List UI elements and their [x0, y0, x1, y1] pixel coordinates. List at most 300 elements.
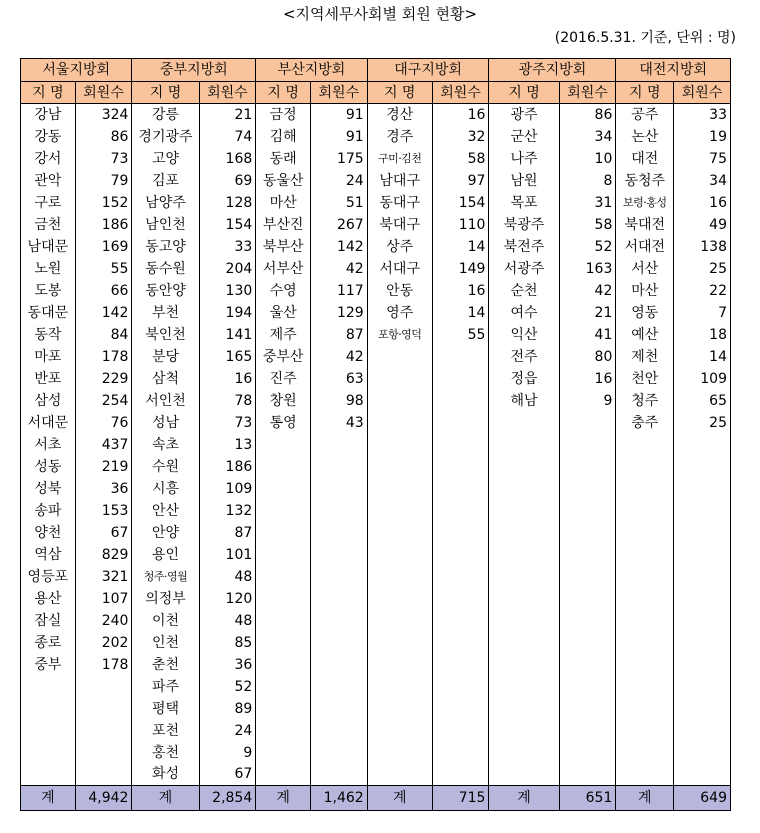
branch-name: 북광주	[489, 214, 559, 236]
member-count: 55	[75, 258, 132, 280]
branch-name	[489, 500, 559, 522]
member-count	[559, 500, 616, 522]
branch-name	[489, 720, 559, 742]
member-count: 58	[432, 148, 489, 170]
branch-name: 종로	[21, 632, 76, 654]
member-count	[310, 544, 367, 566]
member-count: 63	[310, 368, 367, 390]
member-count: 80	[559, 346, 616, 368]
branch-name: 북인천	[132, 324, 199, 346]
member-count	[674, 676, 731, 698]
table-row	[21, 610, 731, 632]
branch-name: 예산	[616, 324, 674, 346]
member-count: 13	[199, 434, 256, 456]
branch-name	[256, 566, 311, 588]
member-count: 267	[310, 214, 367, 236]
branch-name: 동수원	[132, 258, 199, 280]
branch-name: 의정부	[132, 588, 199, 610]
branch-name: 안동	[367, 280, 432, 302]
branch-name	[256, 764, 311, 786]
table-row	[21, 126, 731, 148]
branch-name: 금정	[256, 104, 311, 126]
member-count: 67	[75, 522, 132, 544]
region-header: 광주지방회	[489, 59, 616, 82]
member-count: 204	[199, 258, 256, 280]
table-row	[21, 148, 731, 170]
branch-name: 용산	[21, 588, 76, 610]
branch-name	[21, 676, 76, 698]
member-count: 25	[674, 412, 731, 434]
branch-name: 북대전	[616, 214, 674, 236]
member-count: 73	[75, 148, 132, 170]
branch-name	[616, 434, 674, 456]
branch-name: 동울산	[256, 170, 311, 192]
member-count	[674, 654, 731, 676]
branch-name	[489, 632, 559, 654]
member-count: 36	[75, 478, 132, 500]
branch-name: 관악	[21, 170, 76, 192]
branch-name	[489, 478, 559, 500]
branch-name: 상주	[367, 236, 432, 258]
branch-name: 북전주	[489, 236, 559, 258]
member-count	[310, 610, 367, 632]
member-count: 49	[674, 214, 731, 236]
member-count: 48	[199, 566, 256, 588]
table-row	[21, 258, 731, 280]
member-count	[310, 654, 367, 676]
branch-name	[489, 456, 559, 478]
branch-name	[367, 566, 432, 588]
member-count	[310, 588, 367, 610]
total-label: 계	[21, 786, 76, 811]
member-count	[310, 676, 367, 698]
branch-name: 동대구	[367, 192, 432, 214]
branch-name	[616, 456, 674, 478]
member-count: 130	[199, 280, 256, 302]
branch-name	[256, 742, 311, 764]
table-row	[21, 368, 731, 390]
branch-name	[489, 610, 559, 632]
table-row	[21, 522, 731, 544]
member-count	[674, 434, 731, 456]
date-unit-note: (2016.5.31. 기준, 단위 : 명)	[554, 30, 736, 46]
member-count: 24	[199, 720, 256, 742]
member-count: 65	[674, 390, 731, 412]
member-count: 10	[559, 148, 616, 170]
member-count: 169	[75, 236, 132, 258]
member-count: 128	[199, 192, 256, 214]
member-count: 178	[75, 654, 132, 676]
table-row	[21, 412, 731, 434]
branch-name	[256, 500, 311, 522]
table-row	[21, 676, 731, 698]
branch-name: 잠실	[21, 610, 76, 632]
branch-name	[256, 676, 311, 698]
branch-name: 제주	[256, 324, 311, 346]
branch-name: 순천	[489, 280, 559, 302]
member-count: 129	[310, 302, 367, 324]
member-count: 31	[559, 192, 616, 214]
branch-name: 통영	[256, 412, 311, 434]
branch-name	[367, 632, 432, 654]
branch-name: 강릉	[132, 104, 199, 126]
branch-name: 포천	[132, 720, 199, 742]
branch-name: 마포	[21, 346, 76, 368]
branch-name: 나주	[489, 148, 559, 170]
member-count	[674, 764, 731, 786]
branch-name: 안산	[132, 500, 199, 522]
branch-name	[616, 720, 674, 742]
member-count	[559, 566, 616, 588]
table-row	[21, 236, 731, 258]
table-row	[21, 544, 731, 566]
table-row	[21, 588, 731, 610]
member-count	[559, 478, 616, 500]
region-header: 부산지방회	[256, 59, 367, 82]
member-count: 324	[75, 104, 132, 126]
member-count: 7	[674, 302, 731, 324]
total-value: 715	[432, 786, 489, 811]
total-label: 계	[367, 786, 432, 811]
member-count	[432, 610, 489, 632]
member-count: 153	[75, 500, 132, 522]
branch-name: 화성	[132, 764, 199, 786]
page-title: <지역세무사회별 회원 현황>	[282, 5, 478, 23]
branch-name: 성동	[21, 456, 76, 478]
member-count: 16	[559, 368, 616, 390]
branch-name: 영주	[367, 302, 432, 324]
table-row	[21, 698, 731, 720]
branch-name: 중부	[21, 654, 76, 676]
table-row	[21, 654, 731, 676]
branch-name	[616, 566, 674, 588]
table-row	[21, 456, 731, 478]
member-count: 74	[199, 126, 256, 148]
branch-name: 양천	[21, 522, 76, 544]
member-count	[432, 456, 489, 478]
member-count: 240	[75, 610, 132, 632]
branch-name: 금천	[21, 214, 76, 236]
branch-name	[21, 720, 76, 742]
branch-name	[489, 742, 559, 764]
branch-name	[616, 500, 674, 522]
member-count: 109	[199, 478, 256, 500]
member-count	[559, 610, 616, 632]
table-row	[21, 390, 731, 412]
member-count: 141	[199, 324, 256, 346]
member-count: 22	[674, 280, 731, 302]
branch-name: 전주	[489, 346, 559, 368]
branch-name: 남양주	[132, 192, 199, 214]
branch-name	[489, 544, 559, 566]
branch-name: 마산	[616, 280, 674, 302]
member-count: 101	[199, 544, 256, 566]
member-count	[559, 434, 616, 456]
branch-name: 대전	[616, 148, 674, 170]
branch-name: 영동	[616, 302, 674, 324]
table-row	[21, 192, 731, 214]
member-count	[310, 764, 367, 786]
member-count: 9	[559, 390, 616, 412]
member-count: 66	[75, 280, 132, 302]
branch-name	[367, 698, 432, 720]
member-count: 91	[310, 126, 367, 148]
count-column-header: 회원수	[432, 82, 489, 104]
member-count	[559, 456, 616, 478]
member-count: 25	[674, 258, 731, 280]
table-row	[21, 214, 731, 236]
member-count	[75, 720, 132, 742]
member-count: 154	[432, 192, 489, 214]
branch-name: 시흥	[132, 478, 199, 500]
member-count	[674, 522, 731, 544]
branch-name	[489, 764, 559, 786]
member-count	[674, 742, 731, 764]
branch-name: 동래	[256, 148, 311, 170]
branch-name: 이천	[132, 610, 199, 632]
member-count	[75, 676, 132, 698]
member-count	[75, 764, 132, 786]
member-count	[559, 698, 616, 720]
table-row	[21, 302, 731, 324]
member-count: 67	[199, 764, 256, 786]
member-count: 175	[310, 148, 367, 170]
branch-name	[367, 500, 432, 522]
member-count: 86	[559, 104, 616, 126]
member-count: 33	[199, 236, 256, 258]
branch-name: 노원	[21, 258, 76, 280]
count-column-header: 회원수	[199, 82, 256, 104]
total-value: 649	[674, 786, 731, 811]
branch-name: 안양	[132, 522, 199, 544]
branch-name	[616, 676, 674, 698]
branch-name: 수원	[132, 456, 199, 478]
member-count	[432, 654, 489, 676]
branch-name: 강동	[21, 126, 76, 148]
member-count	[559, 522, 616, 544]
member-count	[559, 764, 616, 786]
member-count	[674, 720, 731, 742]
branch-name: 서대전	[616, 236, 674, 258]
branch-name: 동고양	[132, 236, 199, 258]
member-count	[559, 676, 616, 698]
member-count: 97	[432, 170, 489, 192]
member-count: 829	[75, 544, 132, 566]
member-count: 186	[199, 456, 256, 478]
member-count	[432, 764, 489, 786]
member-count: 110	[432, 214, 489, 236]
branch-name: 천안	[616, 368, 674, 390]
branch-name: 평택	[132, 698, 199, 720]
table-row	[21, 566, 731, 588]
member-count	[559, 544, 616, 566]
branch-name	[367, 390, 432, 412]
branch-name: 서초	[21, 434, 76, 456]
table-row	[21, 434, 731, 456]
branch-name: 파주	[132, 676, 199, 698]
table-row	[21, 478, 731, 500]
branch-name	[367, 720, 432, 742]
branch-name: 마산	[256, 192, 311, 214]
table-row	[21, 104, 731, 126]
member-count: 43	[310, 412, 367, 434]
branch-name	[489, 412, 559, 434]
member-count: 91	[310, 104, 367, 126]
member-count	[75, 698, 132, 720]
member-count	[310, 720, 367, 742]
branch-name: 진주	[256, 368, 311, 390]
branch-name	[21, 742, 76, 764]
member-count: 120	[199, 588, 256, 610]
member-count: 186	[75, 214, 132, 236]
member-count: 79	[75, 170, 132, 192]
branch-name	[489, 588, 559, 610]
member-count: 8	[559, 170, 616, 192]
branch-name: 부산진	[256, 214, 311, 236]
member-count: 16	[432, 280, 489, 302]
member-count: 24	[310, 170, 367, 192]
branch-name: 경주	[367, 126, 432, 148]
branch-name	[256, 610, 311, 632]
member-count	[674, 588, 731, 610]
branch-name	[256, 456, 311, 478]
total-value: 2,854	[199, 786, 256, 811]
branch-name	[616, 544, 674, 566]
name-column-header: 지 명	[489, 82, 559, 104]
branch-name: 경산	[367, 104, 432, 126]
member-count: 86	[75, 126, 132, 148]
member-count: 165	[199, 346, 256, 368]
member-count	[674, 456, 731, 478]
member-count: 14	[432, 236, 489, 258]
branch-name: 논산	[616, 126, 674, 148]
member-count: 51	[310, 192, 367, 214]
member-count: 149	[432, 258, 489, 280]
branch-name: 청주·영월	[132, 566, 199, 588]
branch-name	[367, 412, 432, 434]
region-header: 서울지방회	[21, 59, 132, 82]
member-count	[75, 742, 132, 764]
member-count	[559, 720, 616, 742]
branch-name	[367, 764, 432, 786]
member-count	[432, 698, 489, 720]
member-count: 16	[674, 192, 731, 214]
member-count	[432, 500, 489, 522]
branch-name	[256, 654, 311, 676]
column-header-row	[21, 82, 731, 104]
branch-name	[489, 676, 559, 698]
total-label: 계	[616, 786, 674, 811]
member-count	[559, 632, 616, 654]
branch-name: 도봉	[21, 280, 76, 302]
member-count: 178	[75, 346, 132, 368]
member-count	[432, 434, 489, 456]
member-count	[674, 478, 731, 500]
count-column-header: 회원수	[559, 82, 616, 104]
name-column-header: 지 명	[132, 82, 199, 104]
branch-name: 포항·영덕	[367, 324, 432, 346]
member-count: 48	[199, 610, 256, 632]
total-value: 651	[559, 786, 616, 811]
member-count: 42	[310, 346, 367, 368]
member-count	[559, 588, 616, 610]
branch-name	[256, 434, 311, 456]
branch-name: 정읍	[489, 368, 559, 390]
total-label: 계	[489, 786, 559, 811]
table-row	[21, 764, 731, 786]
member-count: 132	[199, 500, 256, 522]
branch-name: 강남	[21, 104, 76, 126]
member-count: 87	[199, 522, 256, 544]
branch-name: 서광주	[489, 258, 559, 280]
branch-name	[367, 434, 432, 456]
member-count	[310, 478, 367, 500]
branch-name: 광주	[489, 104, 559, 126]
member-count: 89	[199, 698, 256, 720]
branch-name	[616, 742, 674, 764]
branch-name	[367, 610, 432, 632]
member-count: 229	[75, 368, 132, 390]
branch-name: 강서	[21, 148, 76, 170]
member-count: 34	[674, 170, 731, 192]
member-count: 142	[75, 302, 132, 324]
branch-name: 부천	[132, 302, 199, 324]
member-count: 109	[674, 368, 731, 390]
member-count: 85	[199, 632, 256, 654]
member-count	[310, 566, 367, 588]
member-count: 69	[199, 170, 256, 192]
branch-name: 춘천	[132, 654, 199, 676]
member-count: 76	[75, 412, 132, 434]
member-count: 18	[674, 324, 731, 346]
member-count: 21	[559, 302, 616, 324]
branch-name	[616, 522, 674, 544]
member-count	[432, 632, 489, 654]
branch-name: 속초	[132, 434, 199, 456]
branch-name	[367, 588, 432, 610]
branch-name: 남원	[489, 170, 559, 192]
member-count: 55	[432, 324, 489, 346]
member-count: 58	[559, 214, 616, 236]
member-count: 32	[432, 126, 489, 148]
branch-name: 성남	[132, 412, 199, 434]
branch-name: 분당	[132, 346, 199, 368]
member-count: 41	[559, 324, 616, 346]
member-count: 84	[75, 324, 132, 346]
member-count: 21	[199, 104, 256, 126]
branch-name	[256, 698, 311, 720]
member-count: 152	[75, 192, 132, 214]
branch-name: 울산	[256, 302, 311, 324]
branch-name: 서대문	[21, 412, 76, 434]
table-row	[21, 170, 731, 192]
member-count: 73	[199, 412, 256, 434]
branch-name: 목포	[489, 192, 559, 214]
table-row	[21, 500, 731, 522]
branch-name: 구미·김천	[367, 148, 432, 170]
member-count	[310, 632, 367, 654]
total-row	[21, 786, 731, 811]
branch-name	[367, 346, 432, 368]
member-count	[674, 632, 731, 654]
region-header: 대구지방회	[367, 59, 489, 82]
member-count	[310, 698, 367, 720]
branch-name: 북부산	[256, 236, 311, 258]
branch-name	[489, 434, 559, 456]
member-count: 437	[75, 434, 132, 456]
branch-name: 삼척	[132, 368, 199, 390]
branch-name	[256, 720, 311, 742]
